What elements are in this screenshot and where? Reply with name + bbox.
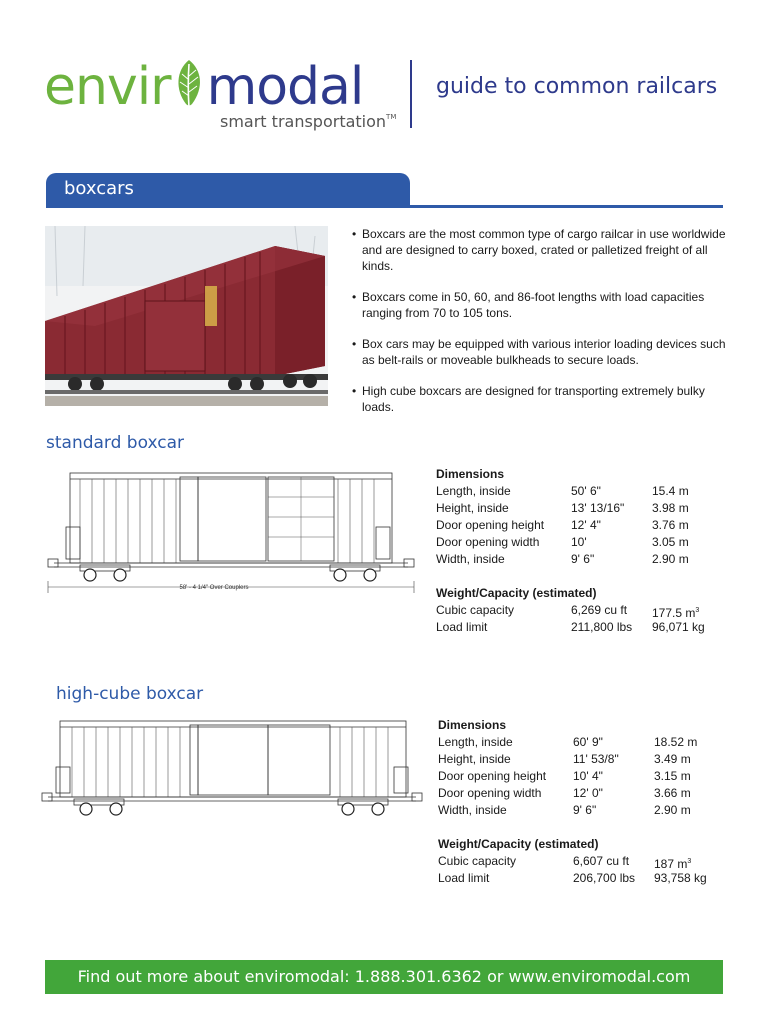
header-divider	[410, 60, 412, 128]
capacity-heading: Weight/Capacity (estimated)	[438, 837, 599, 851]
boxcar-facts-list	[352, 226, 732, 430]
logo-wordmark	[44, 56, 363, 118]
dimensions-heading: Dimensions	[436, 467, 505, 481]
table-row: Width, inside 9' 6" 2.90 m	[436, 552, 689, 566]
logo-tagline: smart transportation™	[220, 112, 397, 131]
table-row: Load limit 211,800 lbs 96,071 kg	[436, 620, 705, 634]
standard-boxcar-heading: standard boxcar	[46, 433, 184, 453]
table-row: Height, inside 11' 53/8" 3.49 m	[438, 752, 691, 766]
leaf-icon	[172, 58, 206, 110]
table-row: Door opening height 12' 4" 3.76 m	[436, 518, 689, 532]
table-row: Width, inside 9' 6" 2.90 m	[438, 803, 691, 817]
highcube-boxcar-diagram	[40, 715, 424, 820]
table-row: Length, inside 50' 6" 15.4 m	[436, 484, 689, 498]
footer-contact-text[interactable]: Find out more about enviromodal: 1.888.301.6362 or www.enviromodal.com	[77, 967, 691, 986]
table-row: Cubic capacity 6,607 cu ft 187 $m^3$	[438, 854, 692, 871]
table-row: Cubic capacity 6,269 cu ft 177.5 $m^3$	[436, 603, 700, 620]
section-tab	[46, 173, 410, 207]
standard-boxcar-diagram	[44, 465, 418, 595]
highcube-boxcar-heading: high-cube boxcar	[56, 684, 204, 704]
contact-footer	[45, 960, 723, 994]
section-title: boxcars	[64, 178, 134, 199]
logo-word-right: modal	[206, 57, 364, 117]
section-rule	[46, 205, 723, 208]
table-row: Load limit 206,700 lbs 93,758 kg	[438, 871, 707, 885]
brand-logo	[44, 56, 404, 136]
table-row: Door opening width 12' 0" 3.66 m	[438, 786, 691, 800]
list-item: • Boxcars are the most common type of cargo railcar in use worldwide and are designed to carry boxed, crated or palletized freight of all kinds.	[352, 226, 732, 274]
highcube-specs-table	[438, 717, 724, 887]
boxcar-photo	[45, 226, 328, 406]
table-row: Door opening height 10' 4" 3.15 m	[438, 769, 691, 783]
table-row: Door opening width 10' 3.05 m	[436, 535, 689, 549]
logo-word-left: envir	[44, 57, 171, 117]
table-row: Length, inside 60' 9" 18.52 m	[438, 735, 698, 749]
standard-specs-table	[436, 466, 722, 636]
list-item: • Box cars may be equipped with various interior loading devices such as belt-rails or moveable bulkheads to secure loads.	[352, 336, 732, 368]
coupler-length-label: 58' - 4 1/4" Over Couplers	[179, 585, 249, 591]
list-item: • Boxcars come in 50, 60, and 86-foot lengths with load capacities ranging from 70 to 105 tons.	[352, 289, 732, 321]
list-item: • High cube boxcars are designed for transporting extremely bulky loads.	[352, 383, 732, 415]
capacity-heading: Weight/Capacity (estimated)	[436, 586, 597, 600]
table-row: Height, inside 13' 13/16" 3.98 m	[436, 501, 689, 515]
trademark-mark: TM	[386, 113, 397, 121]
page-title: guide to common railcars	[436, 74, 718, 99]
dimensions-heading: Dimensions	[438, 718, 507, 732]
